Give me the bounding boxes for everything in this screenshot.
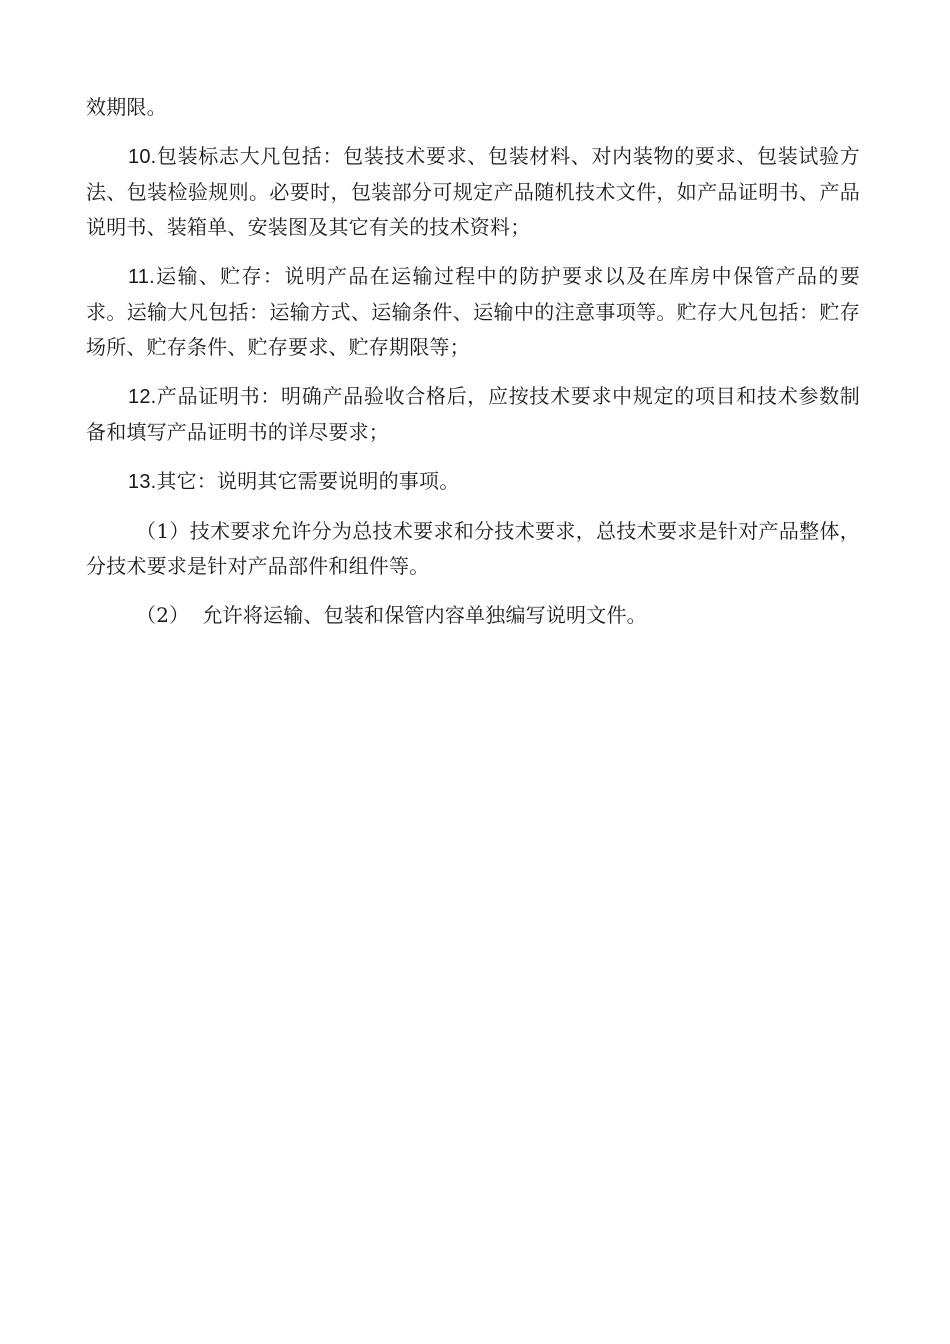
- item-number: 11.: [128, 266, 155, 288]
- note-text: 技术要求允许分为总技术要求和分技术要求，总技术要求是针对产品整体，分技术要求是针对产品部件和组件等。: [86, 519, 861, 578]
- item-number: 10.: [128, 146, 157, 168]
- paragraph-continuation: 效期限。: [86, 95, 167, 119]
- paragraph-text: 产品证明书：明确产品验收合格后，应按技术要求中规定的项目和技术参数制备和填写产品证明书的详尽要求；: [86, 384, 860, 444]
- item-number: 13.: [128, 471, 157, 493]
- note-number: （2）: [136, 603, 190, 627]
- paragraph-item-10: [86, 139, 860, 245]
- note-2: [86, 598, 860, 633]
- paragraph-text: 其它：说明其它需要说明的事项。: [156, 469, 460, 493]
- paragraph-item-13: [86, 464, 860, 500]
- paragraph-item-11: [86, 259, 860, 365]
- item-number: 12.: [128, 386, 157, 408]
- document-body: [86, 90, 860, 647]
- paragraph-text: 运输、贮存：说明产品在运输过程中的防护要求以及在库房中保管产品的要求。运输大凡包括：运输方式、运输条件、运输中的注意事项等。贮存大凡包括：贮存场所、贮存条件、贮存要求、贮存期限等；: [86, 264, 860, 359]
- note-1: [86, 514, 860, 584]
- paragraph-item-12: [86, 379, 860, 450]
- note-text: 允许将运输、包装和保管内容单独编写说明文件。: [189, 603, 647, 627]
- note-number: （1）: [136, 519, 190, 543]
- paragraph-text: 包装标志大凡包括：包装技术要求、包装材料、对内装物的要求、包装试验方法、包装检验规则。必要时，包装部分可规定产品随机技术文件，如产品证明书、产品说明书、装箱单、安装图及其它有关的技术资料；: [86, 144, 860, 239]
